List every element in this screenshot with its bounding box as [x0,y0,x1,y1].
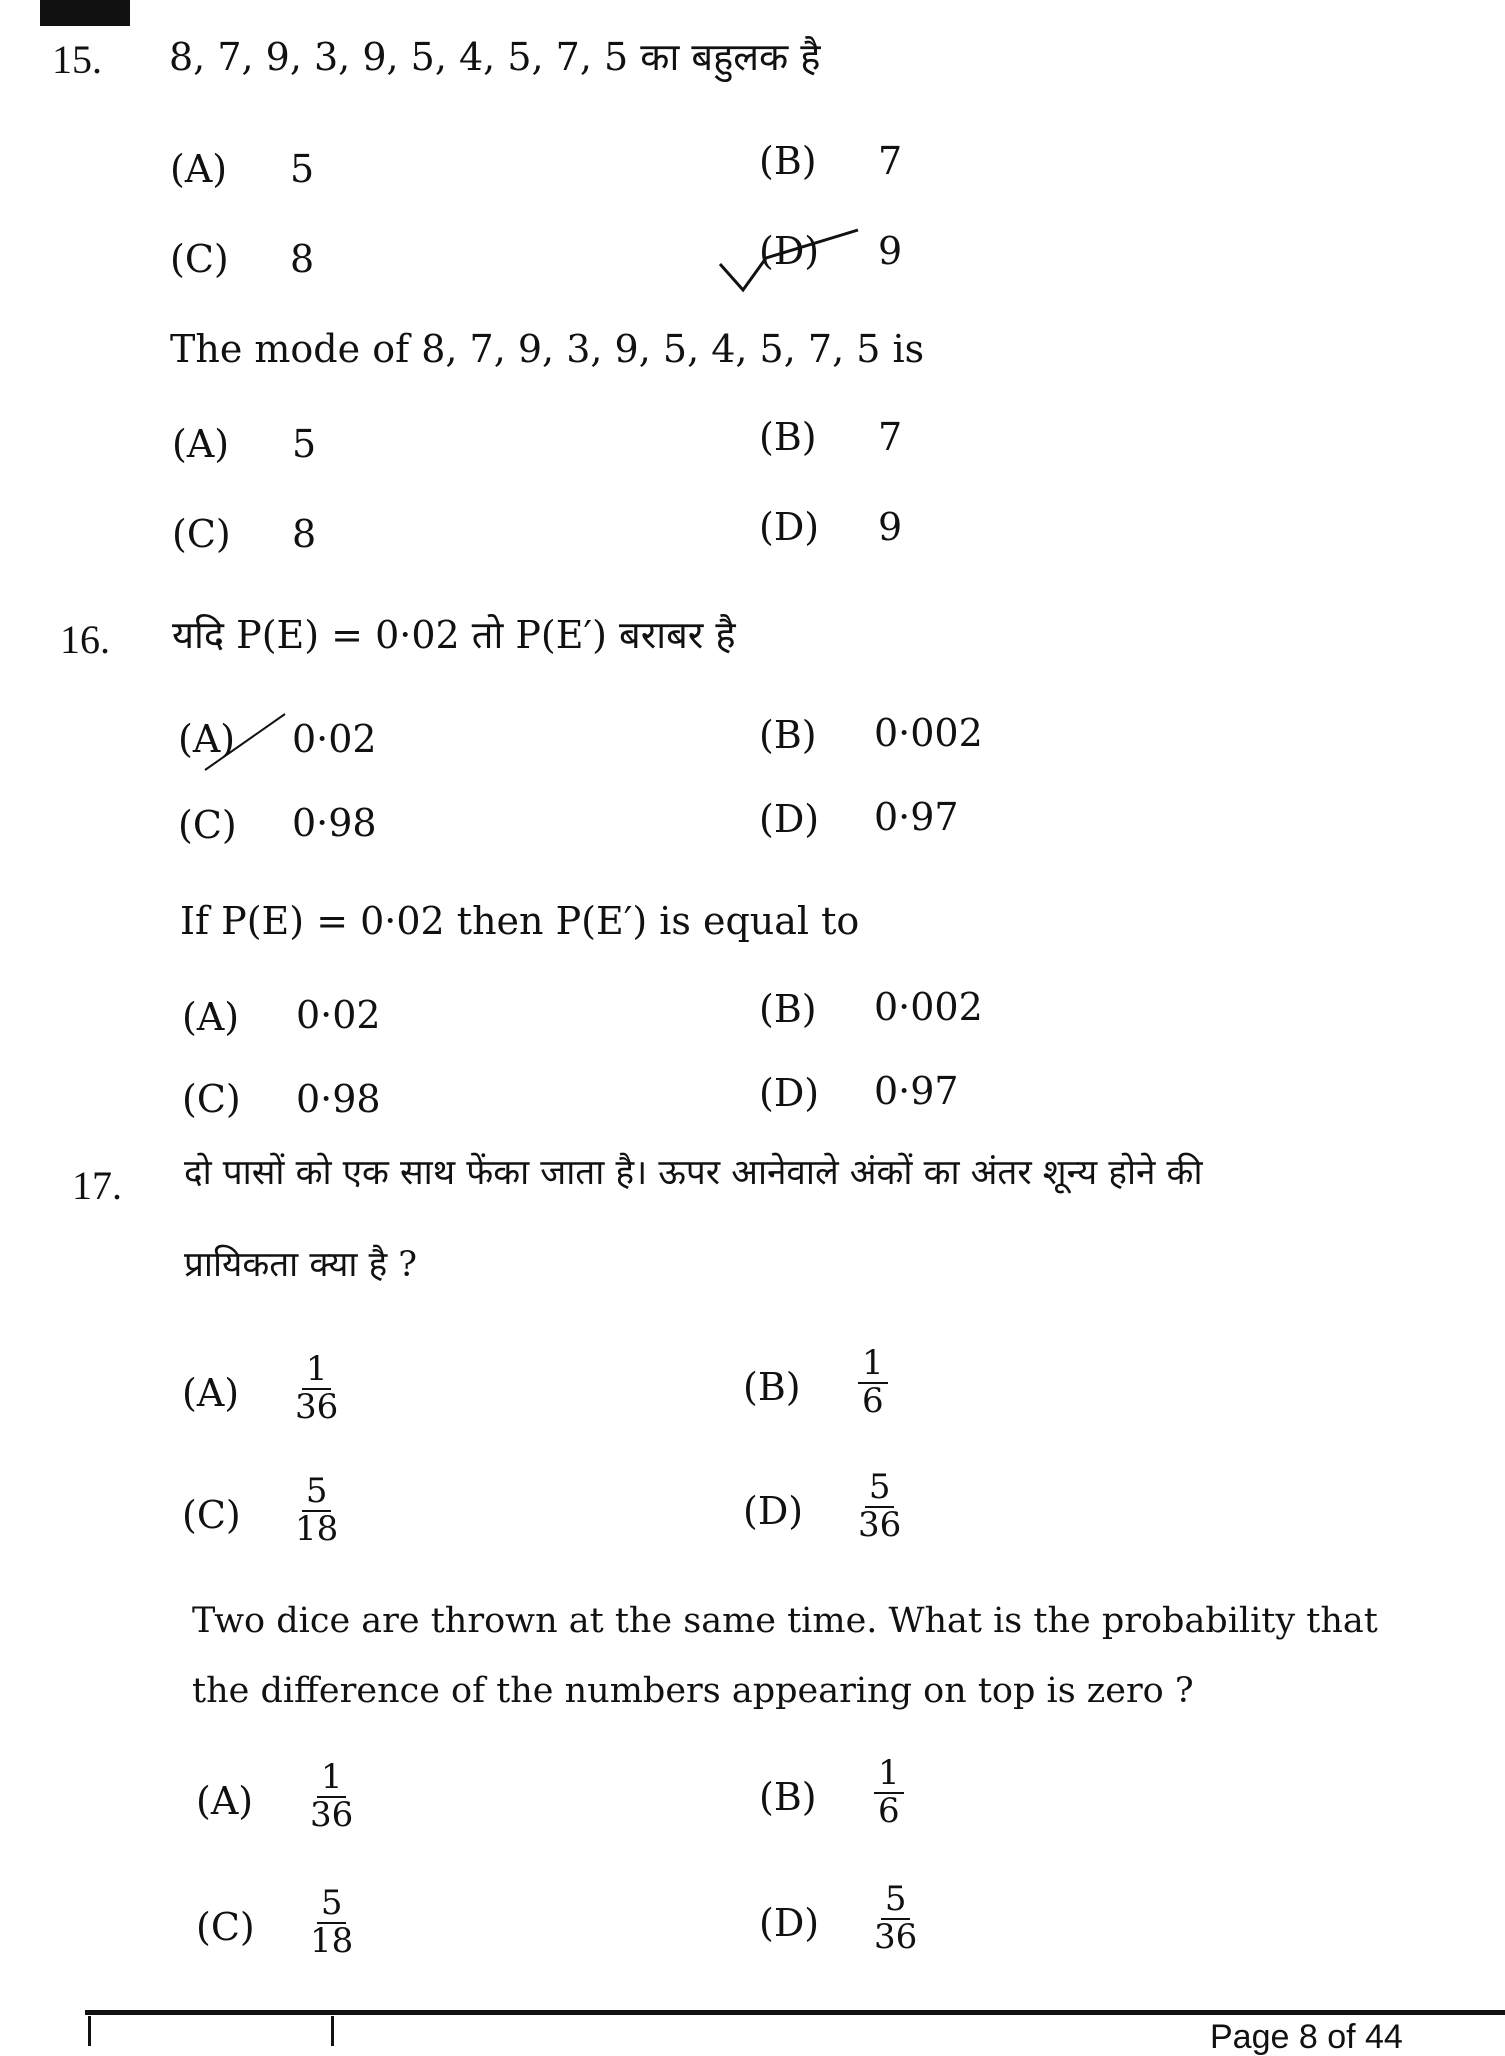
denominator: 36 [874,1916,918,1957]
option-label: (C) [178,803,237,847]
option-label: (B) [759,1775,817,1819]
numerator: 5 [881,1882,911,1920]
option-value: 0·98 [296,1077,381,1121]
denominator: 36 [295,1386,339,1427]
numerator: 1 [874,1756,904,1794]
denominator: 6 [878,1790,900,1831]
option-label: (D) [743,1489,804,1533]
option-label: (B) [759,139,817,183]
option-value: 0·002 [874,711,983,755]
numerator: 5 [302,1474,332,1512]
handwritten-slash [200,712,290,772]
option-value: 7 [878,139,903,183]
numerator: 1 [858,1346,888,1384]
option-label: (D) [759,229,820,273]
question-text-english-line1: Two dice are thrown at the same time. What is the probability that [192,1601,1378,1641]
option-value: 9 [878,229,903,273]
option-fraction [858,1467,902,1545]
question-number: 16. [60,617,110,662]
option-label: (D) [759,505,820,549]
option-fraction [310,1883,354,1961]
question-number: 17. [72,1163,122,1208]
footer-code-box [88,2016,334,2046]
option-value: 8 [290,237,315,281]
question-text-hindi: यदि P(E) = 0·02 तो P(E′) बराबर है [172,613,736,657]
option-label: (C) [182,1493,241,1537]
denominator: 18 [295,1508,339,1549]
page-marker-block [40,0,130,26]
option-value: 5 [290,147,315,191]
option-label: (B) [759,415,817,459]
denominator: 36 [858,1504,902,1545]
option-fraction [295,1349,339,1427]
option-label: (A) [196,1779,254,1823]
option-value: 5 [292,422,317,466]
option-fraction [874,1879,918,1957]
option-label: (D) [759,1901,820,1945]
option-value: 0·98 [292,801,377,845]
numerator: 5 [317,1886,347,1924]
option-label: (C) [170,237,229,281]
numerator: 1 [317,1760,347,1798]
footer-rule [85,2010,1505,2015]
numerator: 5 [865,1470,895,1508]
option-label: (C) [172,512,231,556]
option-value: 0·02 [292,717,377,761]
question-text-hindi-line2: प्रायिकता क्या है ? [184,1245,418,1285]
option-label: (A) [172,422,230,466]
option-label: (A) [182,1371,240,1415]
denominator: 18 [310,1920,354,1961]
option-fraction [874,1753,904,1831]
option-label: (D) [759,1071,820,1115]
option-label: (A) [170,147,228,191]
option-label: (B) [743,1365,801,1409]
option-value: 0·97 [874,1069,959,1113]
option-label: (C) [196,1905,255,1949]
option-label: (A) [182,995,240,1039]
option-label: (C) [182,1077,241,1121]
question-text-english-line2: the difference of the numbers appearing on top is zero ? [192,1671,1194,1711]
option-label: (B) [759,987,817,1031]
option-value: 8 [292,512,317,556]
option-value: 7 [878,415,903,459]
option-value: 0·02 [296,993,381,1037]
option-value: 0·97 [874,795,959,839]
option-label: (B) [759,713,817,757]
option-fraction [858,1343,888,1421]
page-number: Page 8 of 44 [1210,2018,1403,2056]
question-text-english: If P(E) = 0·02 then P(E′) is equal to [180,899,860,943]
question-text-english: The mode of 8, 7, 9, 3, 9, 5, 4, 5, 7, 5 is [170,327,925,371]
question-number: 15. [52,37,102,82]
denominator: 6 [862,1380,884,1421]
question-text-hindi-line1: दो पासों को एक साथ फेंका जाता है। ऊपर आनेवाले अंकों का अंतर शून्य होने की [184,1153,1203,1193]
option-value: 0·002 [874,985,983,1029]
option-label: (D) [759,797,820,841]
numerator: 1 [302,1352,332,1390]
denominator: 36 [310,1794,354,1835]
question-text-hindi: 8, 7, 9, 3, 9, 5, 4, 5, 7, 5 का बहुलक है [169,35,821,79]
option-fraction [310,1757,354,1835]
option-fraction [295,1471,339,1549]
handwritten-checkmark [718,228,868,298]
option-label: (A) [178,717,236,761]
option-value: 9 [878,505,903,549]
